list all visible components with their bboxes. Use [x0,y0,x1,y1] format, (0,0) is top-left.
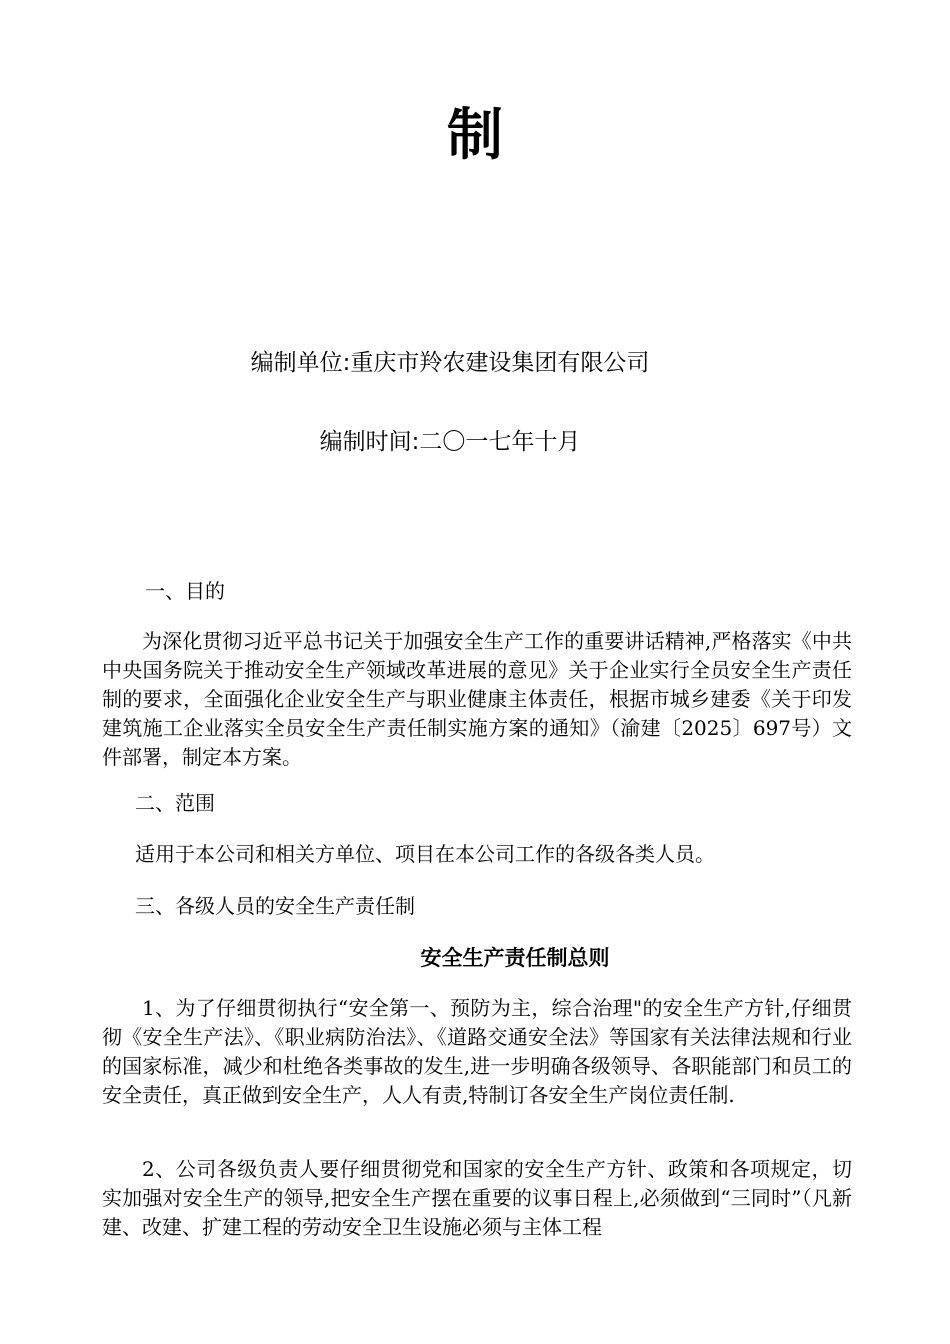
general-rules-title: 安全生产责任制总则 [420,946,610,970]
paragraph-rule-2: 2、公司各级负责人要仔细贯彻党和国家的安全生产方针、政策和各项规定，切实加强对安全生产的领导,把安全生产摆在重要的议事日程上,必须做到“三同时”（凡新建、改建、扩建工程的劳动安全卫生设施必须与主体工程 [102,1157,852,1239]
paragraph-rule-1: 1、为了仔细贯彻执行“安全第一、预防为主，综合治理"的安全生产方针,仔细贯彻《安全生产法》、《职业病防治法》、《道路交通安全法》等国家有关法律法规和行业的国家标准，减少和杜绝各类事故的发生,进一步明确各级领导、各职能部门和员工的安全责任，真正做到安全生产，人人有责,特制订各安全生产岗位责任制. [102,996,852,1107]
paragraph-scope: 适用于本公司和相关方单位、项目在本公司工作的各级各类人员。 [135,842,715,866]
section-heading-responsibility: 三、各级人员的安全生产责任制 [135,894,415,918]
cover-title: 制 [447,103,503,168]
section-heading-scope: 二、范围 [135,791,215,815]
compiling-unit: 编制单位:重庆市羚农建设集团有限公司 [250,350,650,376]
paragraph-purpose: 为深化贯彻习近平总书记关于加强安全生产工作的重要讲话精神,严格落实《中共中央国务院关于推动安全生产领域改革进展的意见》关于企业实行全员安全生产责任制的要求，全面强化企业安全生产与职业健康主体责任，根据市城乡建委《关于印发建筑施工企业落实全员安全生产责任制实施方案的通知》（渝建〔2025〕697号）文件部署，制定本方案。 [102,629,852,769]
section-heading-purpose: 一、目的 [145,579,225,603]
compiling-date: 编制时间:二〇一七年十月 [319,429,581,455]
